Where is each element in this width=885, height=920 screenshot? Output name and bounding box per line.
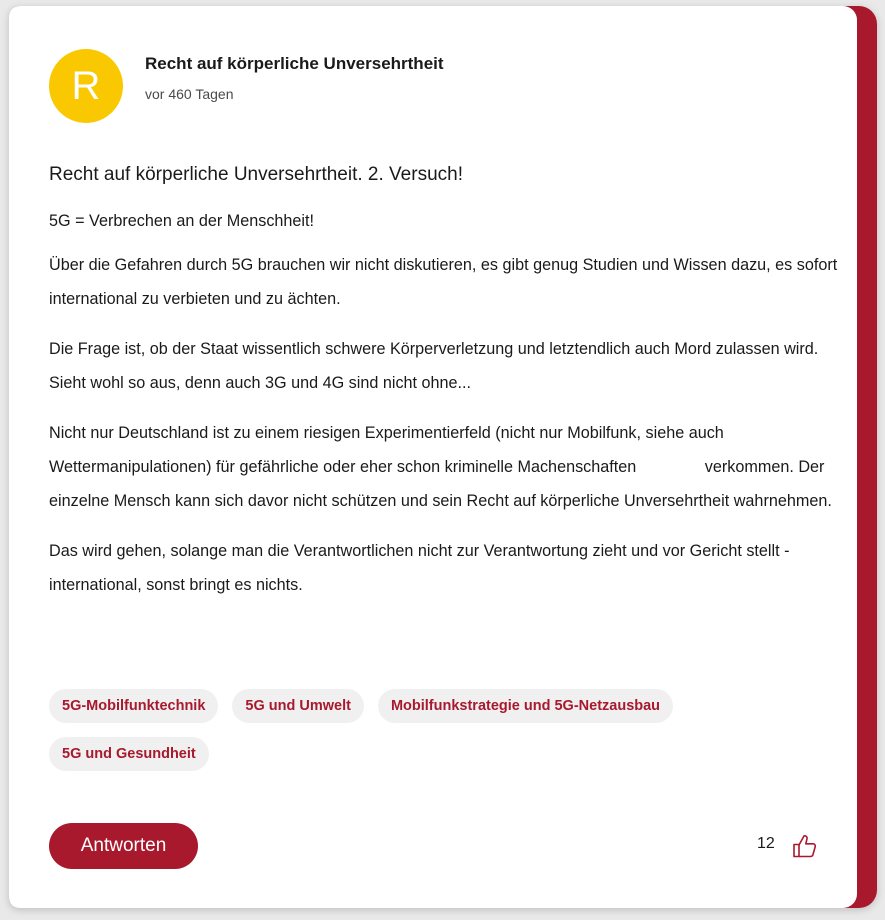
post-paragraph-2: Über die Gefahren durch 5G brauchen wir nicht diskutieren, es gibt genug Studien und Wissen dazu, es sofort international zu verbieten und zu ächten. bbox=[49, 256, 838, 308]
post-paragraph-4-part-1: Nicht nur Deutschland ist zu einem riesigen Experimentierfeld (nicht nur Mobilfunk, siehe auch Wettermanipulationen) für gefährliche oder eher schon kriminelle Machenschaften bbox=[49, 424, 724, 476]
tag-mobilfunkstrategie[interactable]: Mobilfunkstrategie und 5G-Netzausbau bbox=[378, 689, 673, 723]
post-paragraph-4-part-2: verkommen. Der einzelne Mensch kann sich davor nicht schützen und sein Recht auf körperliche Unversehrtheit wahrnehmen. bbox=[49, 458, 832, 510]
tag-list bbox=[49, 689, 749, 771]
author-name: Recht auf körperliche Unversehrtheit bbox=[145, 54, 444, 73]
tag-5g-und-umwelt[interactable]: 5G und Umwelt bbox=[232, 689, 364, 723]
reply-button[interactable]: Antworten bbox=[49, 823, 198, 869]
avatar: R bbox=[49, 49, 123, 123]
tag-5g-und-gesundheit[interactable]: 5G und Gesundheit bbox=[49, 737, 209, 771]
post-paragraph-5: Das wird gehen, solange man die Verantwortlichen nicht zur Verantwortung zieht und vor Gericht stellt - international, sonst bringt es nichts. bbox=[49, 542, 790, 594]
post-paragraph-1: 5G = Verbrechen an der Menschheit! bbox=[49, 212, 315, 230]
post-card bbox=[9, 6, 857, 908]
post-title: Recht auf körperliche Unversehrtheit. 2. Versuch! bbox=[49, 164, 463, 185]
post-body bbox=[49, 204, 839, 618]
post-card-frame bbox=[9, 6, 877, 908]
post-time: vor 460 Tagen bbox=[145, 86, 234, 102]
tag-5g-mobilfunktechnik[interactable]: 5G-Mobilfunktechnik bbox=[49, 689, 218, 723]
post-paragraph-3: Die Frage ist, ob der Staat wissentlich schwere Körperverletzung und letztendlich auch Mord zulassen wird. Sieht wohl so aus, denn auch 3G und 4G sind nicht ohne... bbox=[49, 340, 819, 392]
thumbs-up-icon[interactable] bbox=[791, 832, 819, 860]
post-paragraph-4 bbox=[49, 416, 839, 518]
like-count: 12 bbox=[757, 835, 775, 852]
